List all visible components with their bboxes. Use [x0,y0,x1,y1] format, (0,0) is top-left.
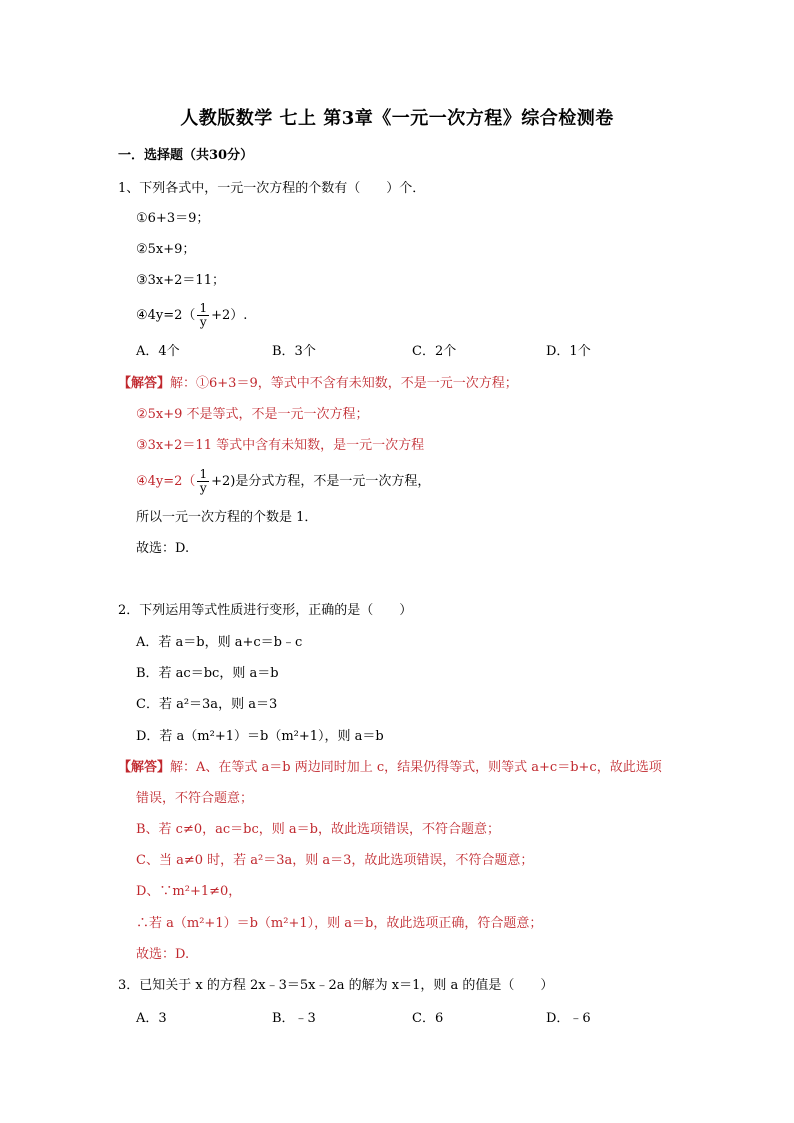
q2-answer-line-2: 错误，不符合题意； [136,791,254,806]
q1-option-c: C．2个 [412,344,457,359]
q1-option-a: A．4个 [136,344,180,359]
answer-tag: 【解答】 [118,760,171,775]
q1-answer-4-prefix: ④4y=2（ [136,474,196,489]
q1-item-4 [136,302,247,329]
section-heading: 一．选择题（共30分） [118,148,254,163]
fraction-denominator: y [199,315,207,329]
q1-answer-line-5: 所以一元一次方程的个数是 1． [136,510,318,525]
q1-option-d: D．1个 [546,344,591,359]
q1-answer-line-4 [136,468,430,495]
q2-stem: 2．下列运用等式性质进行变形，正确的是（ ） [118,603,413,618]
answer-text: 解：①6+3＝9，等式中不含有未知数，不是一元一次方程； [170,376,518,391]
q3-option-b: B．﹣3 [272,1011,316,1026]
q1-answer-line-2: ②5x+9 不是等式，不是一元一次方程； [136,407,369,422]
q2-option-a: A．若 a＝b，则 a+c＝b﹣c [136,635,303,650]
q2-option-c: C．若 a²＝3a，则 a＝3 [136,697,278,712]
q2-answer-line-5: D、∵m²+1≠0， [136,884,242,899]
fraction-numerator: 1 [199,467,208,481]
q1-option-b: B．3个 [272,344,316,359]
q3-stem: 3．已知关于 x 的方程 2x﹣3＝5x﹣2a 的解为 x＝1，则 a 的值是（ ） [118,978,554,993]
fraction-numerator: 1 [199,301,208,315]
fraction-denominator: y [199,481,207,495]
q2-answer-line-1 [118,760,662,776]
page-title: 人教版数学 七上 第3章《一元一次方程》综合检测卷 [180,108,614,129]
q3-option-d: D．﹣6 [546,1011,591,1026]
q2-answer-line-6: ∴若 a（m²+1）＝b（m²+1），则 a＝b，故此选项正确，符合题意； [136,916,543,931]
answer-tag: 【解答】 [118,376,171,391]
q1-item-4-prefix: ④4y=2（ [136,308,196,323]
q2-option-d: D．若 a（m²+1）＝b（m²+1），则 a＝b [136,729,384,744]
q1-answer-line-1 [118,376,518,392]
q1-item-1: ①6+3＝9； [136,211,210,226]
fraction [197,468,209,495]
q1-item-2: ②5x+9； [136,242,196,257]
q1-answer-choice: 故选：D. [136,541,190,556]
q1-item-3: ③3x+2＝11； [136,273,225,288]
q2-answer-line-3: B、若 c≠0，ac＝bc，则 a＝b，故此选项错误，不符合题意； [136,822,500,837]
q2-answer-choice: 故选：D. [136,947,190,962]
q1-item-4-suffix: +2）. [211,308,248,323]
q2-option-b: B．若 ac＝bc，则 a＝b [136,666,279,681]
q3-option-c: C．6 [412,1011,444,1026]
q1-answer-line-3: ③3x+2＝11 等式中含有未知数，是一元一次方程 [136,438,425,453]
q1-stem: 1、下列各式中，一元一次方程的个数有（ ）个． [118,181,426,196]
q1-answer-4-suffix: +2)是分式方程，不是一元一次方程， [211,474,431,489]
fraction [197,302,209,329]
answer-text: 解：A、在等式 a＝b 两边同时加上 c，结果仍得等式，则等式 a+c＝b+c，故此选项 [170,760,662,775]
q3-option-a: A．3 [136,1011,167,1026]
q2-answer-line-4: C、当 a≠0 时，若 a²＝3a，则 a＝3，故此选项错误，不符合题意； [136,853,534,868]
